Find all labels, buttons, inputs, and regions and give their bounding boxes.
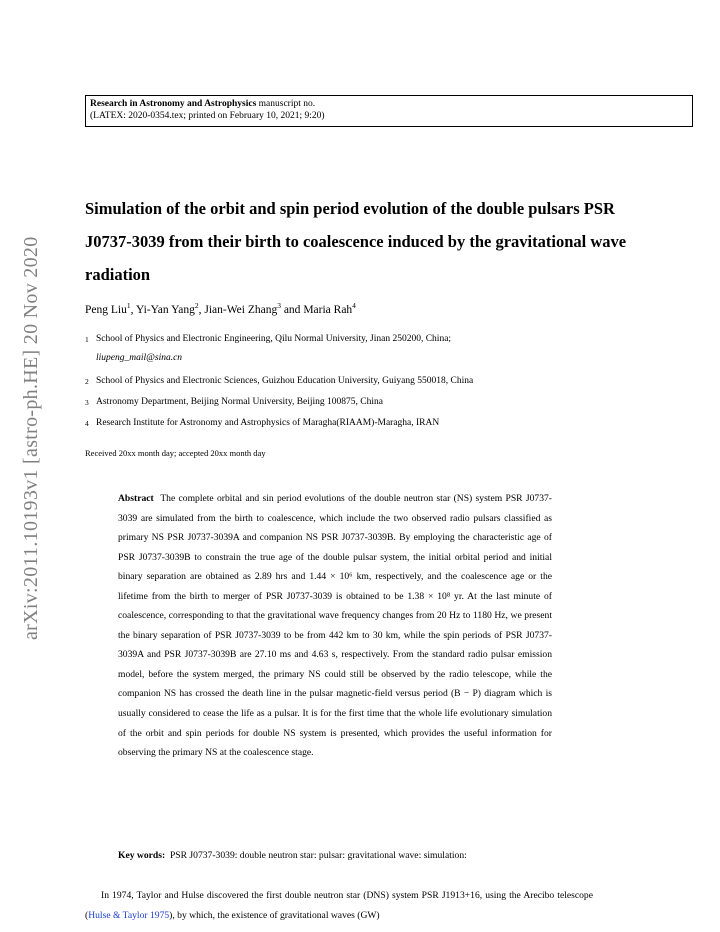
arxiv-identifier-stamp[interactable]: arXiv:2011.10193v1 [astro-ph.HE] 20 Nov 2020: [20, 236, 42, 640]
journal-name: Research in Astronomy and Astrophysics: [90, 99, 257, 109]
affiliation-number: 3: [85, 398, 89, 407]
author-list: [85, 302, 356, 318]
author-name: Yi-Yan Yang: [135, 304, 195, 316]
author-affiliation-mark: 4: [352, 301, 356, 311]
paper-title: Simulation of the orbit and spin period evolution of the double pulsars PSR J0737-3039 from their birth to coalescence induced by the gravitational wave radiation: [85, 199, 627, 284]
affiliation-text: Astronomy Department, Beijing Normal University, Beijing 100875, China: [96, 397, 383, 407]
author-and: and: [280, 304, 304, 316]
journal-line: [90, 98, 688, 110]
author-separator: ,: [130, 304, 136, 316]
keywords-text: PSR J0737-3039: double neutron star: pulsar: gravitational wave: simulation:: [169, 850, 467, 861]
author-name: Maria Rah: [303, 304, 353, 316]
intro-text-before: In 1974, Taylor and Hulse discovered the first double neutron star (DNS) system PSR J1913+16, using the Arecibo telescope (: [85, 890, 593, 921]
affiliation-number: 1: [85, 335, 89, 344]
keywords-label: Key words:: [118, 850, 166, 861]
journal-suffix: manuscript no.: [256, 99, 316, 109]
received-accepted-dates: Received 20xx month day; accepted 20xx month day: [85, 448, 266, 458]
author-affiliation-mark: 2: [194, 301, 199, 311]
keywords: [118, 850, 578, 861]
author-affiliation-mark: 1: [126, 301, 131, 311]
affiliation-1: [85, 333, 451, 346]
author-affiliation-mark: 3: [277, 301, 281, 311]
abstract-text: The complete orbital and sin period evolutions of the double neutron star (NS) system PSR J0737-3039 are simulated from the birth to coalescence, which include the two observed radio pulsars classified as primary NS PSR J0737-3039A and companion NS PSR J0737-3039B. By employing the characteristic age of PSR J0737-3039B to constrain the true age of the double pulsar system, the initial orbital period and initial binary separation are obtained as 2.89 hrs and 1.44 × 10⁶ km, respectively, and the coalescence age or the lifetime from the birth to merger of PSR J0737-3039 is obtained to be 1.38 × 10⁸ yr. At the last minute of coalescence, corresponding to that the gravitational wave frequency changes from 20 Hz to 1180 Hz, we present the binary separation of PSR J0737-3039 to be from 442 km to 30 km, while the spin periods of PSR J0737-3039A and PSR J0737-3039B are 27.10 ms and 4.63 s, respectively. From the standard radio pulsar emission model, before the system merged, the primary NS could still be observed by the radio telescope, while the companion NS has crossed the death line in the pulsar magnetic-field versus period (B − P) diagram which is usually considered to cease the life as a pulsar. It is for the first time that the whole life evolutionary simulation of the orbit and spin periods for double NS system is presented, which provides the useful information for observing the primary NS at the coalescence stage.: [118, 493, 552, 759]
citation-link[interactable]: Hulse & Taylor 1975: [88, 910, 170, 921]
affiliation-text: Research Institute for Astronomy and Astrophysics of Maragha(RIAAM)-Maragha, IRAN: [96, 418, 440, 428]
affiliation-number: 2: [85, 377, 89, 386]
affiliation-text: School of Physics and Electronic Sciences, Guizhou Education University, Guiyang 550018, China: [96, 376, 474, 386]
introduction-paragraph: [85, 886, 593, 926]
affiliation-4: [85, 417, 439, 430]
corresponding-email[interactable]: liupeng_mail@sina.cn: [96, 353, 183, 363]
affiliation-number: 4: [85, 419, 89, 428]
intro-text-after: ), by which, the existence of gravitational waves (GW): [169, 910, 380, 921]
build-info: (LATEX: 2020-0354.tex; printed on February 10, 2021; 9:20): [90, 111, 325, 121]
author-name: Peng Liu: [85, 304, 127, 316]
affiliation-2: [85, 375, 473, 388]
abstract: [118, 489, 552, 763]
affiliation-3: [85, 396, 383, 409]
manuscript-header-box: [85, 95, 693, 127]
affiliation-text: School of Physics and Electronic Engineering, Qilu Normal University, Jinan 250200, China;: [96, 334, 452, 344]
author-name: Jian-Wei Zhang: [204, 304, 278, 316]
author-separator: ,: [198, 304, 205, 316]
abstract-label: Abstract: [118, 493, 154, 504]
